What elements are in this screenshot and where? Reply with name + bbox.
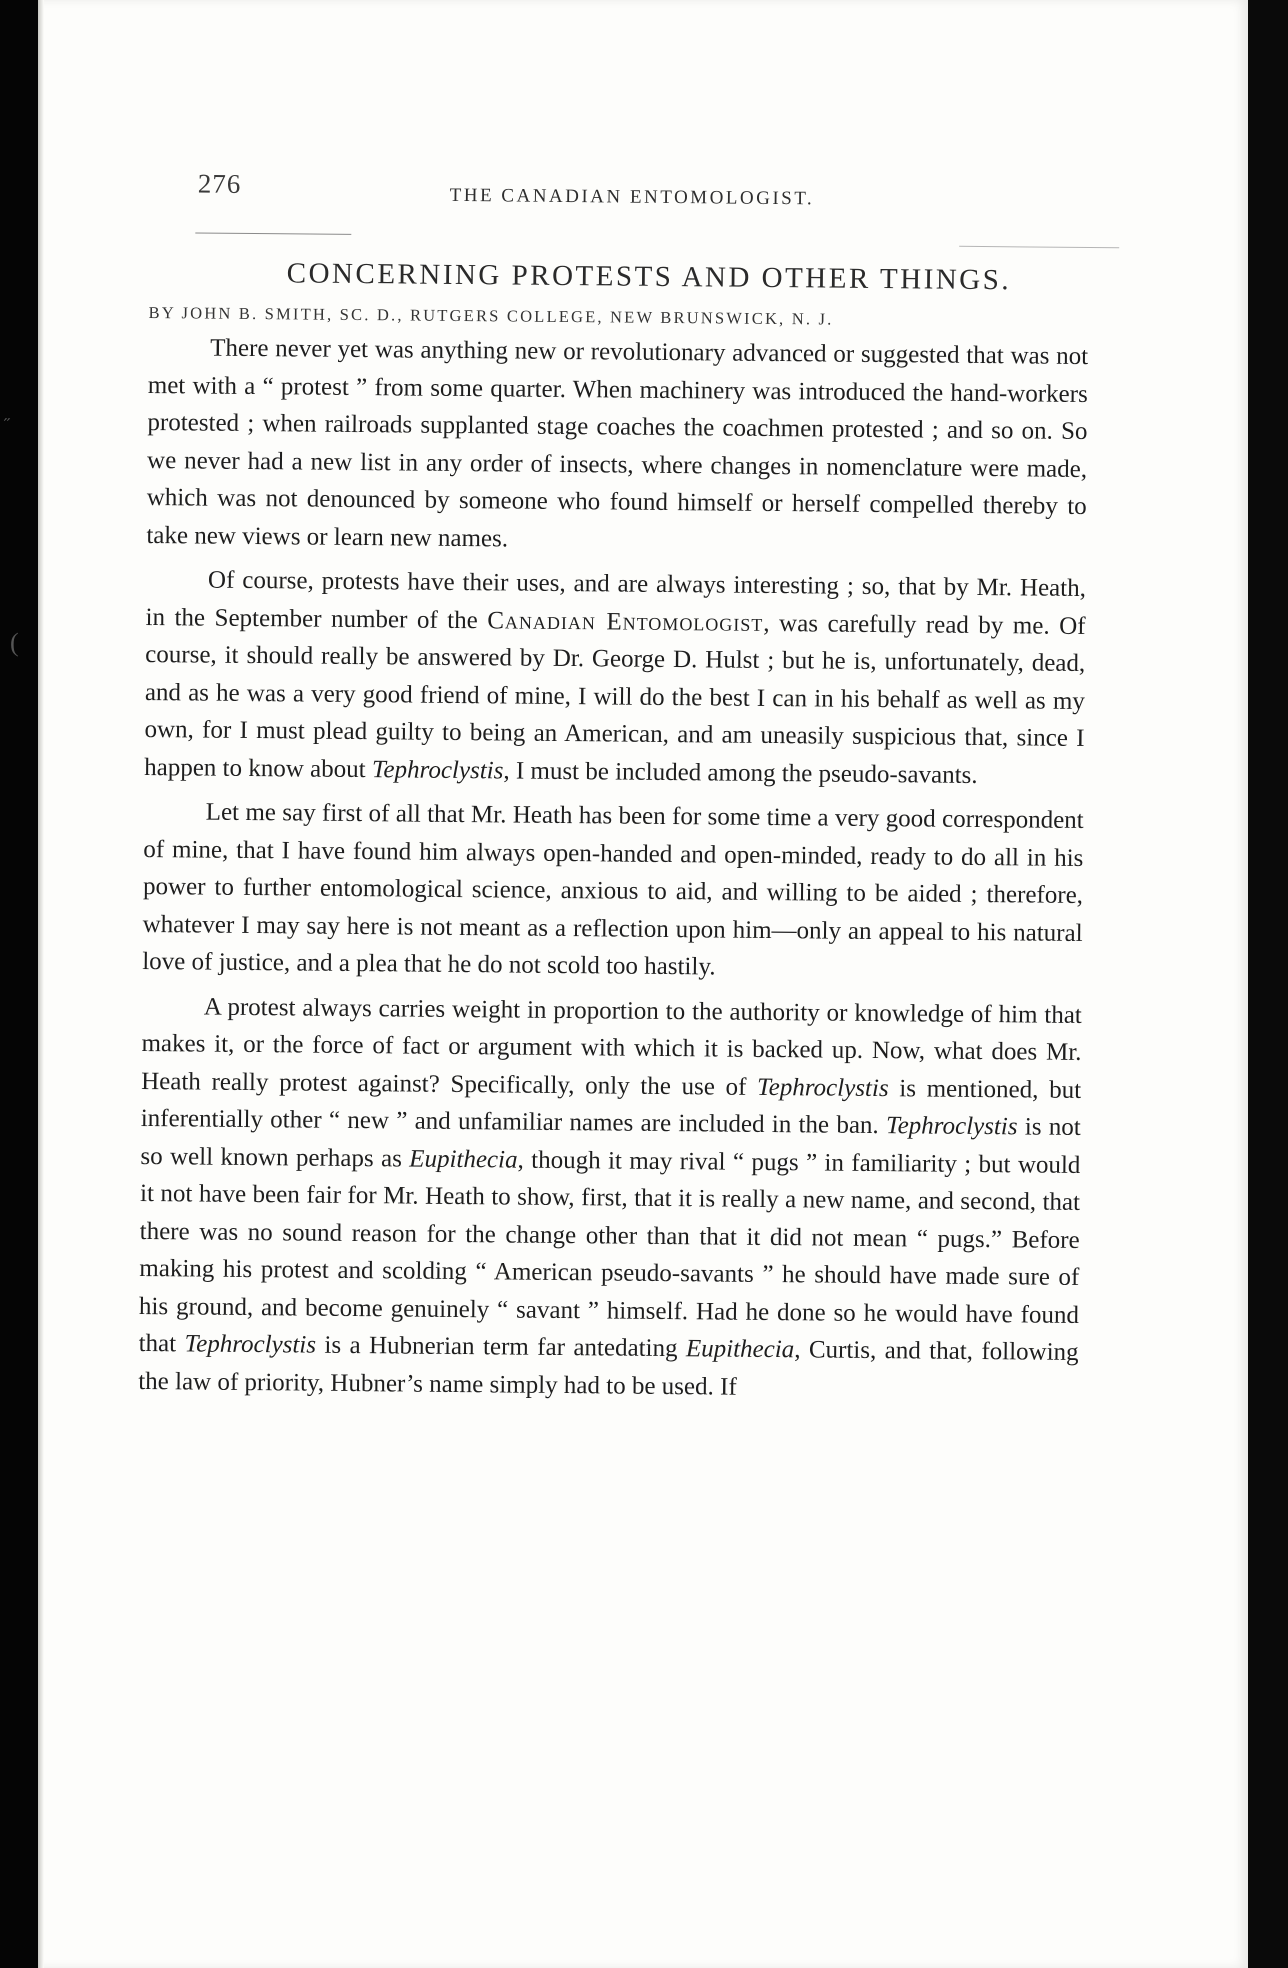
page-gutter-shadow	[38, 0, 44, 1968]
text-run: is mentioned, but inferentially other “ new ” and unfamiliar names are included in the ban.	[140, 1074, 1082, 1140]
paragraph	[144, 561, 1086, 795]
header-rule	[959, 246, 1119, 249]
italic-text: Tephroclystis	[757, 1073, 889, 1102]
text-run: , was carefully read by me. Of course, it should really be answered by Dr. George D. Hulst ; but he is, unfortunately, dead, and as he was a very good friend of mine, I will do the best I can in his behalf as well as my own, for I must plead guilty to being an American, and am uneasily suspicious that, since I happen to know about	[144, 609, 1086, 783]
text-run: is not so well known perhaps as	[140, 1113, 1081, 1173]
page-content	[138, 160, 1090, 1416]
italic-text: Tephroclystis	[184, 1330, 317, 1359]
text-run: , Curtis, and that, following the law of priority, Hubner’s name simply had to be used. If	[138, 1336, 1079, 1401]
page-number: 276	[197, 168, 242, 199]
header-rule	[195, 232, 351, 234]
text-run: There never yet was anything new or revolutionary advanced or suggested that was not met with a “ protest ” from some quarter. When machinery was introduced the hand-workers protested ; when railroads supplanted stage coaches the coachmen protested ; and so on. So we never had a new list in any order of insects, where changes in nomenclature were made, which was not denounced by someone who found himself or herself compelled thereby to take new views or learn new names.	[146, 334, 1089, 552]
italic-text: Tephroclystis	[885, 1112, 1018, 1141]
running-head	[149, 160, 1089, 225]
text-run: Of course, protests have their uses, and are always interesting ; so, that by Mr. Heath, in the September number of the	[145, 566, 1087, 634]
italic-text: Eupithecia	[409, 1145, 518, 1174]
article-body	[138, 329, 1088, 1409]
text-run: , I must be included among the pseudo-savants.	[503, 756, 978, 789]
margin-mark: (	[10, 628, 19, 657]
journal-title: THE CANADIAN ENTOMOLOGIST.	[449, 184, 815, 210]
italic-text: Tephroclystis	[371, 755, 504, 784]
margin-mark: ˝	[4, 415, 10, 435]
article-byline: BY JOHN B. SMITH, SC. D., RUTGERS COLLEGE, NEW BRUNSWICK, N. J.	[148, 302, 834, 329]
paragraph	[146, 329, 1088, 563]
text-run: , though it may rival “ pugs ” in familiarity ; but would it not have been fair for Mr. Heath to show, first, that it is really a new name, and second, that there was no sound reason for the change other than that it did not mean “ pugs.” Before making his protest and scolding “ American pseudo-savants ” he should have made sure of his ground, and become genuinely “ savant ” himself. Had he done so he would have found that	[138, 1146, 1081, 1358]
italic-text: Eupithecia	[685, 1335, 795, 1364]
text-run: is a Hubnerian term far antedating	[315, 1331, 687, 1363]
small-caps-text: Canadian Entomologist	[487, 606, 764, 637]
paragraph	[138, 987, 1082, 1409]
facing-page-edge	[1248, 0, 1288, 1968]
text-run: Let me say first of all that Mr. Heath has been for some time a very good correspondent of mine, that I have found him always open-handed and open-minded, ready to do all in his power to further entomological science, anxious to aid, and willing to be aided ; therefore, whatever I may say here is not meant as a reflection upon him—only an appeal to his natural love of justice, and a plea that he do not scold too hastily.	[142, 798, 1084, 981]
text-run: A protest always carries weight in proportion to the authority or knowledge of him that makes it, or the force of fact or argument with which it is backed up. Now, what does Mr. Heath really protest against? Specifically, only the use of	[141, 993, 1082, 1101]
article-title: CONCERNING PROTESTS AND OTHER THINGS.	[286, 257, 1012, 297]
paragraph	[142, 793, 1084, 990]
